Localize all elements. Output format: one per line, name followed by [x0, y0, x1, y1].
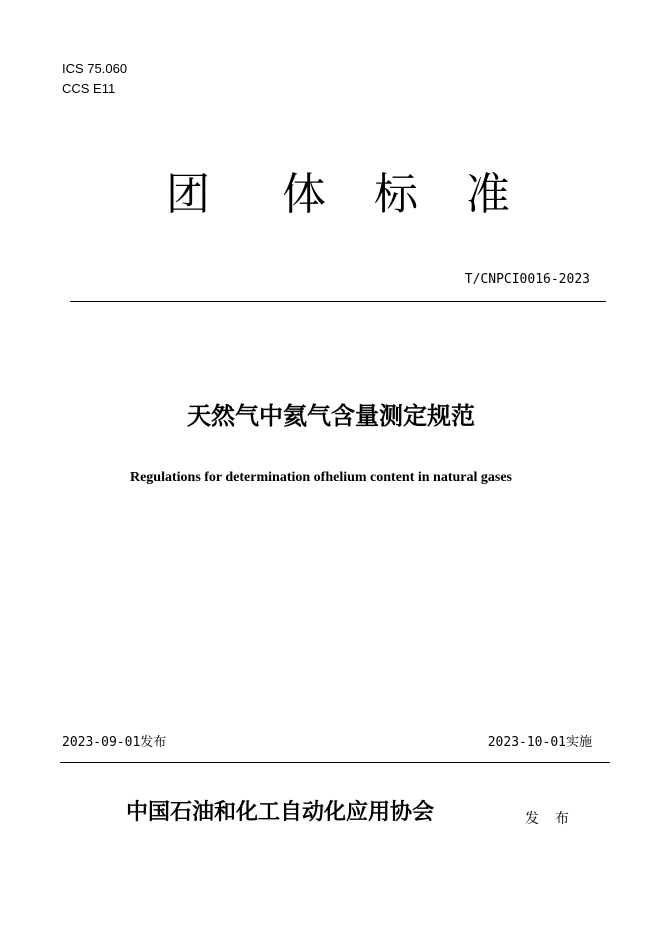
standard-number: T/CNPCI0016-2023 [464, 272, 590, 287]
english-title: Regulations for determination ofhelium content in natural gases [129, 470, 512, 485]
ics-code: ICS 75.060 [62, 61, 128, 76]
standard-type-heading [160, 165, 520, 225]
standard-type-char-2: 体 [282, 169, 326, 220]
implement-date: 2023-10-01实施 [487, 735, 592, 750]
standard-type-char-4: 准 [466, 169, 510, 220]
standard-type-char-1: 团 [166, 169, 210, 220]
top-divider [70, 301, 606, 302]
issuing-organization: 中国石油和化工自动化应用协会 [126, 800, 435, 825]
bottom-divider [60, 762, 610, 763]
chinese-title: 天然气中氦气含量测定规范 [187, 402, 475, 430]
issue-label: 发布 [525, 811, 585, 827]
ccs-code: CCS E11 [62, 81, 116, 96]
publish-date: 2023-09-01发布 [62, 735, 167, 750]
standard-type-char-3: 标 [374, 169, 418, 220]
